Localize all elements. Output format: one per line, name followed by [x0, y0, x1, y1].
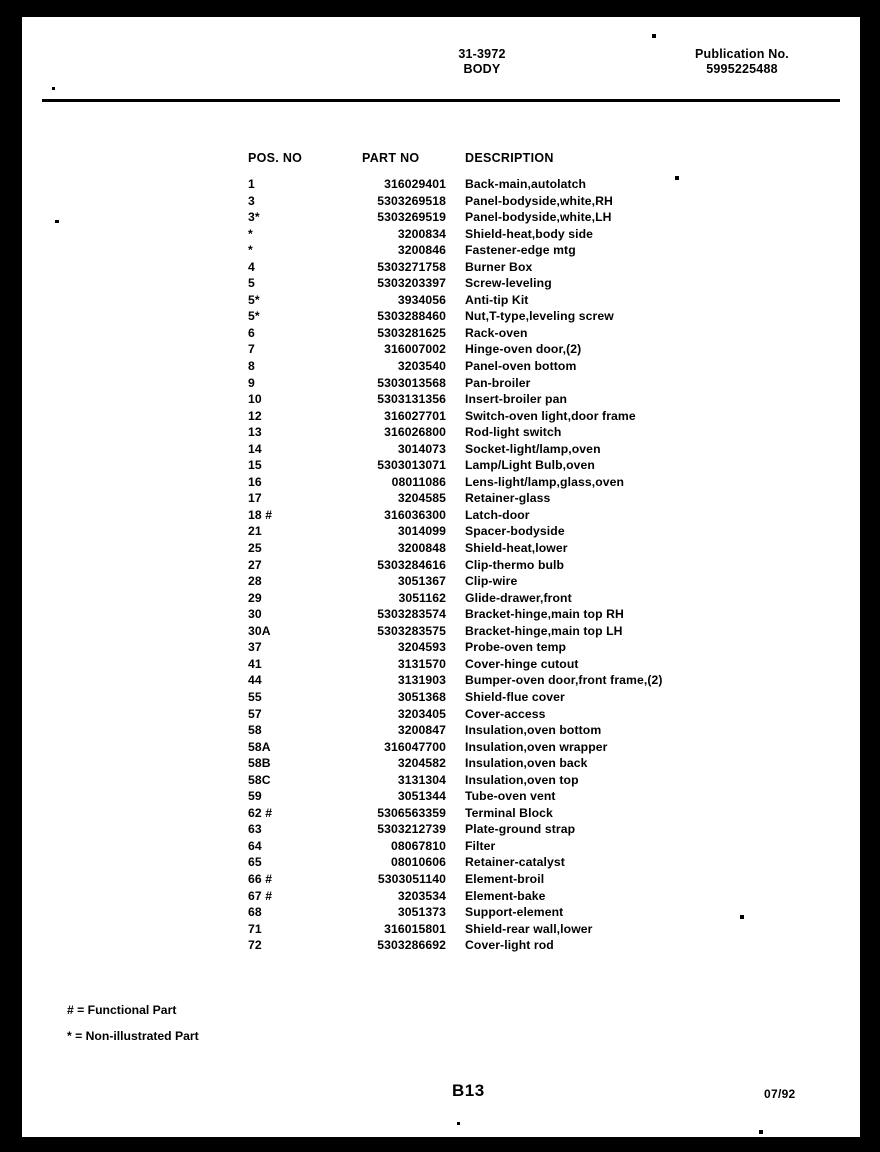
table-row — [228, 690, 688, 707]
footnotes — [67, 1002, 467, 1054]
cell-part-no: 3934056 — [397, 292, 446, 307]
cell-part-no: 3204593 — [397, 640, 446, 655]
cell-part-no: 316015801 — [384, 921, 446, 936]
cell-description: Spacer-bodyside — [465, 524, 565, 539]
cell-pos-no: 62 # — [248, 805, 273, 820]
cell-description: Filter — [465, 838, 496, 853]
cell-description: Rod-light switch — [465, 425, 562, 440]
table-row — [228, 508, 688, 525]
column-header-description: DESCRIPTION — [465, 151, 554, 165]
cell-description: Insert-broiler pan — [465, 392, 568, 407]
scan-speckle — [652, 34, 656, 38]
table-row — [228, 889, 688, 906]
table-row — [228, 210, 688, 227]
header-publication-block — [642, 47, 842, 77]
cell-part-no: 5303286692 — [377, 938, 446, 953]
table-row — [228, 789, 688, 806]
table-row — [228, 326, 688, 343]
table-row — [228, 624, 688, 641]
cell-part-no: 3051368 — [397, 689, 446, 704]
cell-part-no: 5306563359 — [377, 805, 446, 820]
cell-part-no: 3203405 — [397, 706, 446, 721]
cell-part-no: 5303281625 — [377, 325, 446, 340]
cell-description: Terminal Block — [465, 805, 553, 820]
table-row — [228, 409, 688, 426]
table-row — [228, 243, 688, 260]
table-row — [228, 227, 688, 244]
footnote-functional-part: # = Functional Part — [67, 1003, 177, 1017]
table-row — [228, 475, 688, 492]
cell-description: Cover-access — [465, 706, 546, 721]
cell-part-no: 3200846 — [397, 243, 446, 258]
scan-speckle — [457, 1122, 460, 1125]
publication-number: 5995225488 — [706, 62, 778, 76]
cell-description: Lamp/Light Bulb,oven — [465, 458, 595, 473]
cell-description: Support-element — [465, 905, 564, 920]
cell-pos-no: 58A — [248, 739, 271, 754]
cell-description: Bumper-oven door,front frame,(2) — [465, 673, 663, 688]
cell-pos-no: 65 — [248, 855, 262, 870]
cell-part-no: 316007002 — [384, 342, 446, 357]
cell-pos-no: 21 — [248, 524, 262, 539]
cell-description: Nut,T-type,leveling screw — [465, 309, 614, 324]
cell-description: Retainer-catalyst — [465, 855, 565, 870]
cell-pos-no: 17 — [248, 491, 262, 506]
table-header-row — [228, 151, 688, 177]
table-row — [228, 607, 688, 624]
cell-pos-no: 29 — [248, 590, 262, 605]
cell-part-no: 5303283575 — [377, 623, 446, 638]
table-row — [228, 260, 688, 277]
section-title: BODY — [463, 62, 501, 76]
cell-description: Clip-wire — [465, 574, 518, 589]
header-model-block — [392, 47, 572, 77]
cell-pos-no: 16 — [248, 474, 262, 489]
cell-part-no: 08010606 — [390, 855, 446, 870]
cell-pos-no: 59 — [248, 789, 262, 804]
scan-speckle — [759, 1130, 763, 1134]
cell-part-no: 3203534 — [397, 888, 446, 903]
page-header — [22, 47, 860, 97]
column-header-pos-no: POS. NO — [248, 151, 303, 165]
table-row — [228, 707, 688, 724]
table-body — [228, 177, 688, 955]
cell-pos-no: 30 — [248, 607, 262, 622]
cell-pos-no: 7 — [248, 342, 255, 357]
cell-part-no: 5303269519 — [377, 210, 446, 225]
cell-pos-no: 3 — [248, 193, 255, 208]
cell-description: Anti-tip Kit — [465, 292, 529, 307]
table-row — [228, 806, 688, 823]
cell-description: Socket-light/lamp,oven — [465, 441, 601, 456]
cell-part-no: 3051162 — [398, 590, 446, 605]
parts-table — [228, 151, 688, 955]
table-row — [228, 309, 688, 326]
document-page — [22, 17, 860, 1137]
table-row — [228, 773, 688, 790]
cell-part-no: 5303269518 — [377, 193, 446, 208]
cell-pos-no: 13 — [248, 425, 262, 440]
cell-part-no: 3051373 — [397, 905, 446, 920]
cell-part-no: 3131304 — [397, 772, 446, 787]
cell-part-no: 3131570 — [397, 656, 446, 671]
table-row — [228, 524, 688, 541]
cell-description: Plate-ground strap — [465, 822, 576, 837]
cell-description: Element-bake — [465, 888, 546, 903]
page-footer — [22, 1081, 860, 1121]
cell-part-no: 3204582 — [397, 756, 446, 771]
cell-part-no: 5303284616 — [377, 557, 446, 572]
cell-description: Bracket-hinge,main top LH — [465, 623, 623, 638]
cell-description: Pan-broiler — [465, 375, 531, 390]
cell-description: Element-broil — [465, 871, 545, 886]
cell-description: Insulation,oven top — [465, 772, 579, 787]
cell-description: Retainer-glass — [465, 491, 551, 506]
column-header-part-no: PART NO — [362, 151, 420, 165]
cell-pos-no: 3* — [248, 210, 260, 225]
cell-part-no: 5303212739 — [377, 822, 446, 837]
table-row — [228, 276, 688, 293]
table-row — [228, 177, 688, 194]
cell-pos-no: 4 — [248, 259, 255, 274]
table-row — [228, 740, 688, 757]
cell-part-no: 5303013071 — [377, 458, 446, 473]
cell-part-no: 3014099 — [397, 524, 446, 539]
table-row — [228, 491, 688, 508]
table-row — [228, 640, 688, 657]
table-row — [228, 194, 688, 211]
cell-pos-no: 58C — [248, 772, 271, 787]
scan-speckle — [55, 220, 59, 223]
cell-part-no: 3204585 — [397, 491, 446, 506]
cell-pos-no: 6 — [248, 325, 255, 340]
cell-pos-no: 10 — [248, 392, 262, 407]
table-row — [228, 657, 688, 674]
cell-description: Tube-oven vent — [465, 789, 556, 804]
cell-description: Insulation,oven back — [465, 756, 588, 771]
cell-pos-no: 63 — [248, 822, 262, 837]
cell-pos-no: 27 — [248, 557, 262, 572]
cell-pos-no: 5* — [248, 309, 260, 324]
cell-pos-no: 58B — [248, 756, 271, 771]
cell-description: Back-main,autolatch — [465, 177, 587, 191]
header-divider — [42, 99, 840, 102]
cell-pos-no: 15 — [248, 458, 262, 473]
cell-description: Cover-hinge cutout — [465, 656, 579, 671]
table-row — [228, 425, 688, 442]
cell-part-no: 5303131356 — [377, 392, 446, 407]
cell-part-no: 316029401 — [384, 177, 446, 191]
table-row — [228, 574, 688, 591]
table-row — [228, 723, 688, 740]
cell-part-no: 3200847 — [397, 723, 446, 738]
table-row — [228, 558, 688, 575]
cell-description: Panel-bodyside,white,RH — [465, 193, 613, 208]
table-row — [228, 392, 688, 409]
cell-part-no: 316047700 — [384, 739, 446, 754]
cell-part-no: 5303013568 — [377, 375, 446, 390]
cell-part-no: 3051367 — [397, 574, 446, 589]
cell-description: Cover-light rod — [465, 938, 554, 953]
table-row — [228, 376, 688, 393]
cell-description: Screw-leveling — [465, 276, 552, 291]
cell-pos-no: 14 — [248, 441, 262, 456]
cell-pos-no: 57 — [248, 706, 262, 721]
cell-description: Panel-oven bottom — [465, 359, 577, 374]
table-row — [228, 342, 688, 359]
publication-label: Publication No. — [695, 47, 789, 61]
cell-part-no: 3203540 — [397, 359, 446, 374]
cell-pos-no: 12 — [248, 408, 262, 423]
table-row — [228, 756, 688, 773]
cell-description: Probe-oven temp — [465, 640, 567, 655]
model-number: 31-3972 — [458, 47, 506, 61]
cell-part-no: 316026800 — [384, 425, 446, 440]
cell-pos-no: 28 — [248, 574, 262, 589]
footnote-non-illustrated-part: * = Non-illustrated Part — [67, 1029, 199, 1043]
table-row — [228, 922, 688, 939]
cell-part-no: 3014073 — [397, 441, 446, 456]
table-row — [228, 872, 688, 889]
cell-part-no: 316036300 — [384, 507, 446, 522]
cell-description: Latch-door — [465, 507, 530, 522]
cell-description: Insulation,oven bottom — [465, 723, 602, 738]
table-row — [228, 905, 688, 922]
cell-part-no: 08067810 — [390, 838, 446, 853]
cell-pos-no: 64 — [248, 838, 262, 853]
cell-pos-no: 18 # — [248, 507, 273, 522]
cell-pos-no: 9 — [248, 375, 255, 390]
cell-pos-no: 66 # — [248, 871, 273, 886]
cell-part-no: 5303283574 — [377, 607, 446, 622]
table-row — [228, 442, 688, 459]
table-row — [228, 855, 688, 872]
cell-part-no: 5303288460 — [377, 309, 446, 324]
cell-pos-no: 5 — [248, 276, 255, 291]
cell-description: Insulation,oven wrapper — [465, 739, 608, 754]
cell-pos-no: 58 — [248, 723, 262, 738]
cell-pos-no: 1 — [248, 177, 255, 191]
cell-description: Panel-bodyside,white,LH — [465, 210, 612, 225]
cell-description: Hinge-oven door,(2) — [465, 342, 582, 357]
cell-pos-no: 41 — [248, 656, 262, 671]
cell-description: Bracket-hinge,main top RH — [465, 607, 624, 622]
cell-part-no: 316027701 — [384, 408, 446, 423]
cell-pos-no: * — [248, 226, 253, 241]
cell-part-no: 5303051140 — [377, 871, 446, 886]
cell-description: Fastener-edge mtg — [465, 243, 576, 258]
cell-description: Shield-heat,lower — [465, 541, 568, 556]
table-row — [228, 938, 688, 955]
table-row — [228, 591, 688, 608]
cell-part-no: 5303203397 — [377, 276, 446, 291]
cell-part-no: 5303271758 — [377, 259, 446, 274]
revision-date: 07/92 — [764, 1087, 796, 1101]
cell-part-no: 3131903 — [397, 673, 446, 688]
cell-pos-no: 25 — [248, 541, 262, 556]
table-row — [228, 673, 688, 690]
table-row — [228, 458, 688, 475]
cell-description: Shield-heat,body side — [465, 226, 594, 241]
cell-part-no: 3200848 — [397, 541, 446, 556]
cell-pos-no: 67 # — [248, 888, 273, 903]
cell-pos-no: 72 — [248, 938, 262, 953]
cell-description: Glide-drawer,front — [465, 590, 572, 605]
cell-pos-no: 37 — [248, 640, 262, 655]
table-row — [228, 541, 688, 558]
table-row — [228, 822, 688, 839]
cell-pos-no: 30A — [248, 623, 271, 638]
cell-pos-no: 8 — [248, 359, 255, 374]
cell-pos-no: 71 — [248, 921, 262, 936]
cell-description: Lens-light/lamp,glass,oven — [465, 474, 625, 489]
cell-part-no: 3051344 — [397, 789, 446, 804]
cell-description: Rack-oven — [465, 325, 528, 340]
cell-pos-no: 44 — [248, 673, 262, 688]
cell-description: Shield-rear wall,lower — [465, 921, 593, 936]
table-row — [228, 359, 688, 376]
cell-description: Switch-oven light,door frame — [465, 408, 636, 423]
cell-description: Shield-flue cover — [465, 689, 565, 704]
table-row — [228, 839, 688, 856]
page-number: B13 — [452, 1081, 485, 1100]
cell-part-no: 08011086 — [391, 474, 446, 489]
table-row — [228, 293, 688, 310]
cell-description: Burner Box — [465, 259, 533, 274]
cell-description: Clip-thermo bulb — [465, 557, 565, 572]
cell-pos-no: * — [248, 243, 253, 258]
cell-pos-no: 68 — [248, 905, 262, 920]
cell-pos-no: 55 — [248, 689, 262, 704]
cell-part-no: 3200834 — [397, 226, 446, 241]
cell-pos-no: 5* — [248, 292, 260, 307]
